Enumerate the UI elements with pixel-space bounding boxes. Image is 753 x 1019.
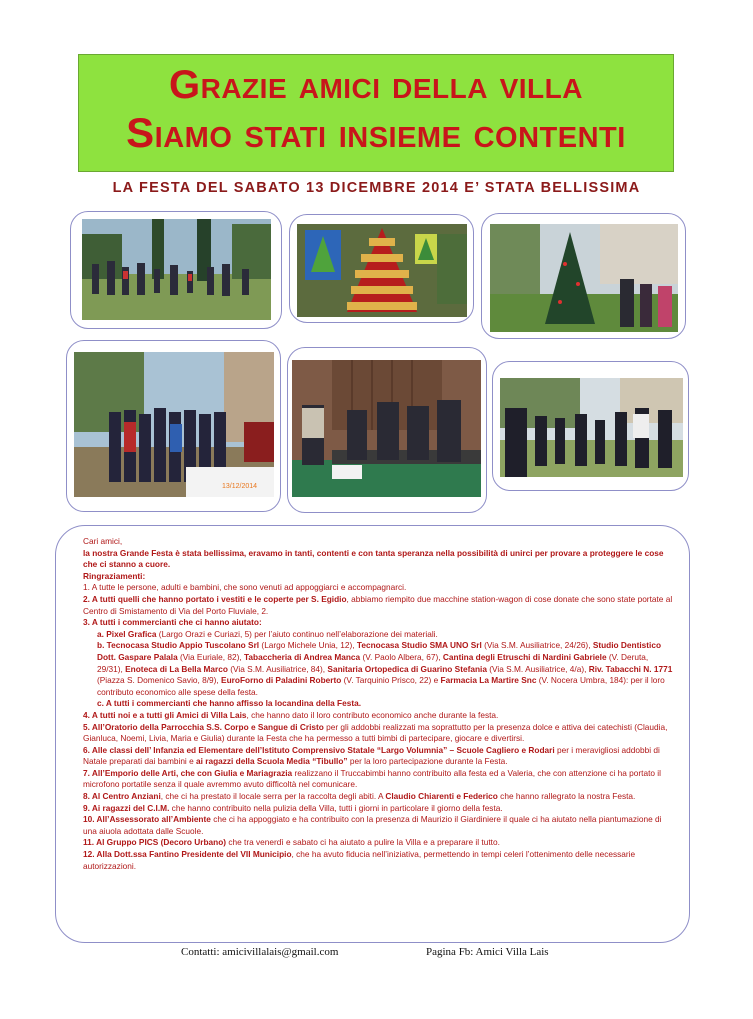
- footer: [0, 946, 753, 962]
- banner-title-line2: Siamo stati insieme contenti: [126, 109, 626, 156]
- photo-decorated-tree-villa: [490, 224, 678, 332]
- photo-group-portrait: [74, 352, 274, 497]
- photo-crowd-park: [82, 219, 271, 320]
- thanks-item-3: 3. A tutti i commercianti che ci hanno aiutato:: [83, 617, 262, 628]
- thanks-heading: Ringraziamenti:: [83, 570, 146, 581]
- thanks-item-10: 10. All’Assessorato all’Ambiente che ci ha appoggiato e ha contribuito con la presenza di Maurizio il Giardiniere il quale ci ha aiutato nella piantumazione di una aiuola adottata dalle Scuole.: [83, 814, 662, 836]
- thanks-item-5: 5. All’Oratorio della Parrocchia S.S. Corpo e Sangue di Cristo per gli addobbi realizzati ma soprattutto per la presenza dolce e attiva dei catechisti (Claudia, Gianluca, Noemi, Livia, Maria e Giulia) durante la Festa che ha permesso a tutti bimbi di partecipare, giocare e divertirsi.: [83, 721, 668, 744]
- thanks-item-7: 7. All’Emporio delle Arti, che con Giulia e Mariagrazia realizzano il Truccabimbi hanno contribuito alla festa ed a Valeria, che con attenzione ci ha portato il microfono portatile senza il quale avremmo avuto difficoltà nel comunicare.: [83, 767, 661, 790]
- thanks-item-3a: a. Pixel Grafica (Largo Orazi e Curiazi, 5) per l’aiuto continuo nell’elaborazione dei materiali.: [97, 628, 438, 639]
- event-subtitle: LA FESTA DEL SABATO 13 DICEMBRE 2014 E’ STATA BELLISSIMA: [112, 180, 641, 196]
- photo-date-stamp: 13/12/2014: [222, 483, 258, 490]
- thanks-item-4: 4. A tutti noi e a tutti gli Amici di Villa Lais, che hanno dato il loro contributo economico anche durante la festa.: [83, 709, 499, 720]
- thank-you-letter: [55, 525, 690, 943]
- letter-intro: la nostra Grande Festa è stata bellissima, eravamo in tanti, contenti e con tanta speranza nella possibilità di unirci per provare a proteggere le cose che ci stanno a cuore.: [83, 547, 664, 570]
- thanks-item-12: 12. Alla Dott.ssa Fantino Presidente del VII Municipio, che ha avuto fiducia nell’iniziativa, permettendo in tempi celeri l’ottenimento delle necessarie autorizzazioni.: [83, 849, 636, 871]
- thanks-item-3c: c. A tutti i commercianti che hanno affisso la locandina della Festa.: [97, 698, 362, 709]
- thanks-item-1: 1. A tutte le persone, adulti e bambini, che sono venuti ad appoggiarci e accompagnarci.: [83, 582, 407, 593]
- thanks-item-9: 9. Ai ragazzi del C.I.M. che hanno contribuito nella pulizia della Villa, tutti i giorni in particolare il giorno della festa.: [83, 802, 503, 813]
- banner-title-line1: Grazie amici della villa: [169, 63, 583, 107]
- thanks-item-3b: b. Tecnocasa Studio Appio Tuscolano Srl (Largo Michele Unia, 12), Tecnocasa Studio SMA UNO Srl (Via S.M. Ausiliatrice, 24/26), Studio Dentistico Dott. Gaspare Palala (Via Euriale, 82), Tabaccheria di Andrea Manca (V. Paolo Albera, 67), Cantina degli Etruschi di Nardini Gabriele (V. Deruta, 29/31), Enoteca di La Bella Marco (Via S.M. Ausiliatrice, 84), Sanitaria Ortopedica di Guarino Stefania (Via S.M. Ausiliatrice, 4/a), Riv. Tabacchi N. 1771 (Piazza S. Domenico Savio, 8/9), EuroForno di Paladini Roberto (V. Tarquinio Prisco, 22) e Farmacia La Martire Snc (V. Nocera Umbra, 184): per il loro contributo economico alle spese della festa.: [97, 640, 673, 697]
- photo-crowd-square: [500, 378, 683, 477]
- photo-volunteers-table: [292, 360, 481, 497]
- thanks-item-6: 6. Alle classi dell’ Infanzia ed Elementare dell’Istituto Comprensivo Statale “Largo Volumnia” – Scuole Cagliero e Rodari per i meravigliosi addobbi di Natale preparati dai bambini e ai ragazzi della Scuola Media “Tibullo” per la loro partecipazione durante la Festa.: [83, 744, 660, 767]
- thanks-item-11: 11. Al Gruppo PICS (Decoro Urbano) che tra venerdì e sabato ci ha aiutato a pulire la Villa e a preparare il tutto.: [83, 837, 500, 848]
- footer-contacts: Contatti: amicivillalais@gmail.com: [181, 946, 339, 958]
- title-banner: [78, 54, 674, 172]
- thanks-item-8: 8. Al Centro Anziani, che ci ha prestato il locale serra per la raccolta degli abiti. A Claudio Chiarenti e Federico che hanno rallegrato la nostra Festa.: [83, 791, 636, 802]
- letter-greeting: Cari amici,: [83, 536, 123, 546]
- footer-facebook: Pagina Fb: Amici Villa Lais: [426, 946, 549, 958]
- photo-christmas-tree-decorations: [297, 224, 467, 317]
- thanks-item-2: 2. A tutti quelli che hanno portato i vestiti e le coperte per S. Egidio, abbiamo riempito due macchine station-wagon di cose donate che sono state portate al Centro di Smistamento di Via del Porto Fluviale, 2.: [83, 593, 673, 616]
